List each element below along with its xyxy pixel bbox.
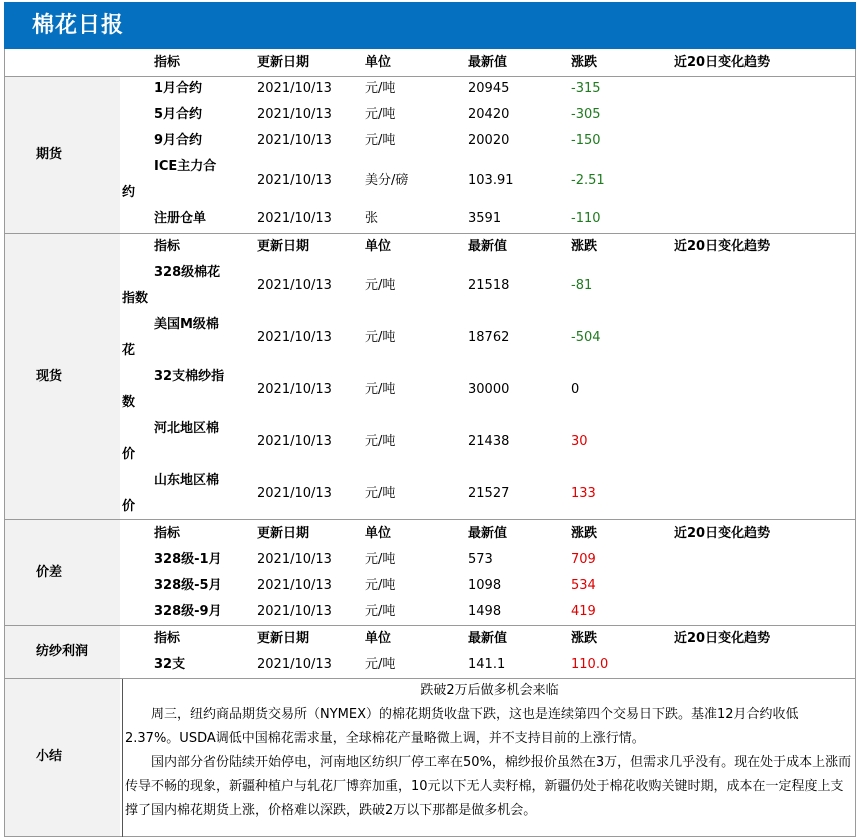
table-row-date: 2021/10/13 [257, 434, 332, 449]
table-row-name: 328级-1月 [154, 552, 222, 567]
summary-paragraph-1: 周三，纽约商品期货交易所（NYMEX）的棉花期货收盘下跌，这也是连续第四个交易日下跌。基准12月合约收低2.37%。USDA调低中国棉花需求量，全球棉花产量略微上调，并不支持目前的上涨行情。 [125, 707, 799, 746]
table-row-date: 2021/10/13 [257, 173, 332, 188]
table-row-change: 110.0 [571, 657, 609, 672]
table-row-date: 2021/10/13 [257, 81, 332, 96]
table-row-unit: 元/吨 [365, 434, 396, 449]
header-latest: 最新值 [468, 239, 508, 254]
table-row-value: 30000 [468, 382, 510, 397]
table-row-name-line2: 约 [122, 185, 136, 200]
header-date: 更新日期 [257, 526, 310, 541]
table-row-date: 2021/10/13 [257, 278, 332, 293]
table-row-value: 18762 [468, 330, 510, 345]
header-trend: 近20日变化趋势 [674, 239, 771, 254]
header-change: 涨跌 [571, 55, 598, 70]
table-row-unit: 元/吨 [365, 486, 396, 501]
spot-label-bg [5, 234, 120, 519]
table-row-value: 21438 [468, 434, 510, 449]
header-date: 更新日期 [257, 55, 310, 70]
table-row-name-line2: 指数 [122, 291, 149, 306]
table-row-name-line1: 美国M级棉 [154, 317, 219, 332]
table-row-name: 1月合约 [154, 81, 203, 96]
table-row-change: 419 [571, 604, 596, 619]
table-row-date: 2021/10/13 [257, 330, 332, 345]
divider [4, 625, 856, 626]
table-row-unit: 元/吨 [365, 330, 396, 345]
summary-label-bg [5, 679, 120, 836]
table-row-date: 2021/10/13 [257, 133, 332, 148]
table-row-change: -110 [571, 211, 601, 226]
table-row-value: 20945 [468, 81, 510, 96]
table-row-change: 709 [571, 552, 596, 567]
table-row-date: 2021/10/13 [257, 486, 332, 501]
table-row-unit: 元/吨 [365, 107, 396, 122]
table-row-change: -305 [571, 107, 601, 122]
table-row-value: 3591 [468, 211, 502, 226]
table-row-change: -315 [571, 81, 601, 96]
table-row-name: 5月合约 [154, 107, 203, 122]
section-label-spread: 价差 [36, 565, 63, 580]
table-row-name: 9月合约 [154, 133, 203, 148]
summary-paragraph-2: 国内部分省份陆续开始停电，河南地区纺织厂停工率在50%，棉纱报价虽然在3万，但需求几乎没有。现在处于成本上涨而传导不畅的现象，新疆种植户与轧花厂博弈加重，10元以下无人卖籽棉，新疆仍处于棉花收购关键时期，成本在一定程度上支撑了国内棉花期货上涨，价格难以深跌，跌破2万以下那都是做多机会。 [125, 755, 852, 818]
header-change: 涨跌 [571, 239, 598, 254]
header-date: 更新日期 [257, 239, 310, 254]
table-row-name-line2: 数 [122, 395, 136, 410]
table-row-unit: 元/吨 [365, 604, 396, 619]
header-trend: 近20日变化趋势 [674, 526, 771, 541]
table-row-unit: 美分/磅 [365, 173, 409, 188]
table-row-change: -81 [571, 278, 593, 293]
table-row-name: 328级-9月 [154, 604, 222, 619]
table-row-value: 21518 [468, 278, 510, 293]
table-row-change: 534 [571, 578, 596, 593]
report-title: 棉花日报 [4, 2, 856, 49]
table-row-change: -2.51 [571, 173, 605, 188]
table-row-date: 2021/10/13 [257, 211, 332, 226]
header-unit: 单位 [365, 239, 392, 254]
header-latest: 最新值 [468, 526, 508, 541]
table-row-value: 20420 [468, 107, 510, 122]
table-row-unit: 元/吨 [365, 578, 396, 593]
header-indicator: 指标 [154, 631, 181, 646]
table-row-date: 2021/10/13 [257, 552, 332, 567]
table-row-unit: 元/吨 [365, 382, 396, 397]
table-row-name-line2: 价 [122, 447, 136, 462]
header-latest: 最新值 [468, 55, 508, 70]
table-row-value: 1098 [468, 578, 502, 593]
divider [4, 76, 856, 77]
header-unit: 单位 [365, 55, 392, 70]
header-unit: 单位 [365, 631, 392, 646]
table-row-date: 2021/10/13 [257, 107, 332, 122]
table-row-name-line1: 河北地区棉 [154, 421, 220, 436]
table-row-name-line2: 价 [122, 499, 136, 514]
table-row-name-line1: 328级棉花 [154, 265, 221, 280]
divider [4, 233, 856, 234]
header-change: 涨跌 [571, 631, 598, 646]
table-row-name: 注册仓单 [154, 211, 207, 226]
section-label-summary: 小结 [36, 749, 63, 764]
divider [4, 519, 856, 520]
table-row-date: 2021/10/13 [257, 657, 332, 672]
table-row-name-line1: 山东地区棉 [154, 473, 220, 488]
table-row-value: 20020 [468, 133, 510, 148]
table-row-name-line1: ICE主力合 [154, 159, 217, 174]
table-row-name-line1: 32支棉纱指 [154, 369, 225, 384]
header-indicator: 指标 [154, 55, 181, 70]
header-indicator: 指标 [154, 526, 181, 541]
header-indicator: 指标 [154, 239, 181, 254]
summary-title: 跌破2万后做多机会来临 [420, 683, 559, 698]
header-change: 涨跌 [571, 526, 598, 541]
table-row-date: 2021/10/13 [257, 382, 332, 397]
spread-label-bg [5, 520, 120, 625]
table-row-date: 2021/10/13 [257, 604, 332, 619]
table-row-name: 32支 [154, 657, 186, 672]
table-row-change: 0 [571, 382, 580, 397]
table-row-value: 103.91 [468, 173, 514, 188]
header-date: 更新日期 [257, 631, 310, 646]
table-row-value: 1498 [468, 604, 502, 619]
table-row-value: 573 [468, 552, 493, 567]
header-trend: 近20日变化趋势 [674, 55, 771, 70]
table-row-change: 133 [571, 486, 596, 501]
section-label-futures: 期货 [36, 147, 63, 162]
table-row-unit: 元/吨 [365, 552, 396, 567]
table-row-name: 328级-5月 [154, 578, 222, 593]
table-row-date: 2021/10/13 [257, 578, 332, 593]
header-trend: 近20日变化趋势 [674, 631, 771, 646]
summary-box [122, 679, 856, 837]
table-row-change: -150 [571, 133, 601, 148]
table-row-value: 141.1 [468, 657, 506, 672]
section-label-profit: 纺纱利润 [36, 644, 89, 659]
section-label-spot: 现货 [36, 369, 63, 384]
table-row-unit: 元/吨 [365, 278, 396, 293]
table-row-change: 30 [571, 434, 588, 449]
table-row-unit: 元/吨 [365, 81, 396, 96]
header-latest: 最新值 [468, 631, 508, 646]
header-unit: 单位 [365, 526, 392, 541]
table-row-value: 21527 [468, 486, 510, 501]
table-row-unit: 元/吨 [365, 657, 396, 672]
table-row-unit: 元/吨 [365, 133, 396, 148]
table-row-change: -504 [571, 330, 601, 345]
table-row-unit: 张 [365, 211, 379, 226]
table-row-name-line2: 花 [122, 343, 136, 358]
futures-label-bg [5, 77, 120, 233]
